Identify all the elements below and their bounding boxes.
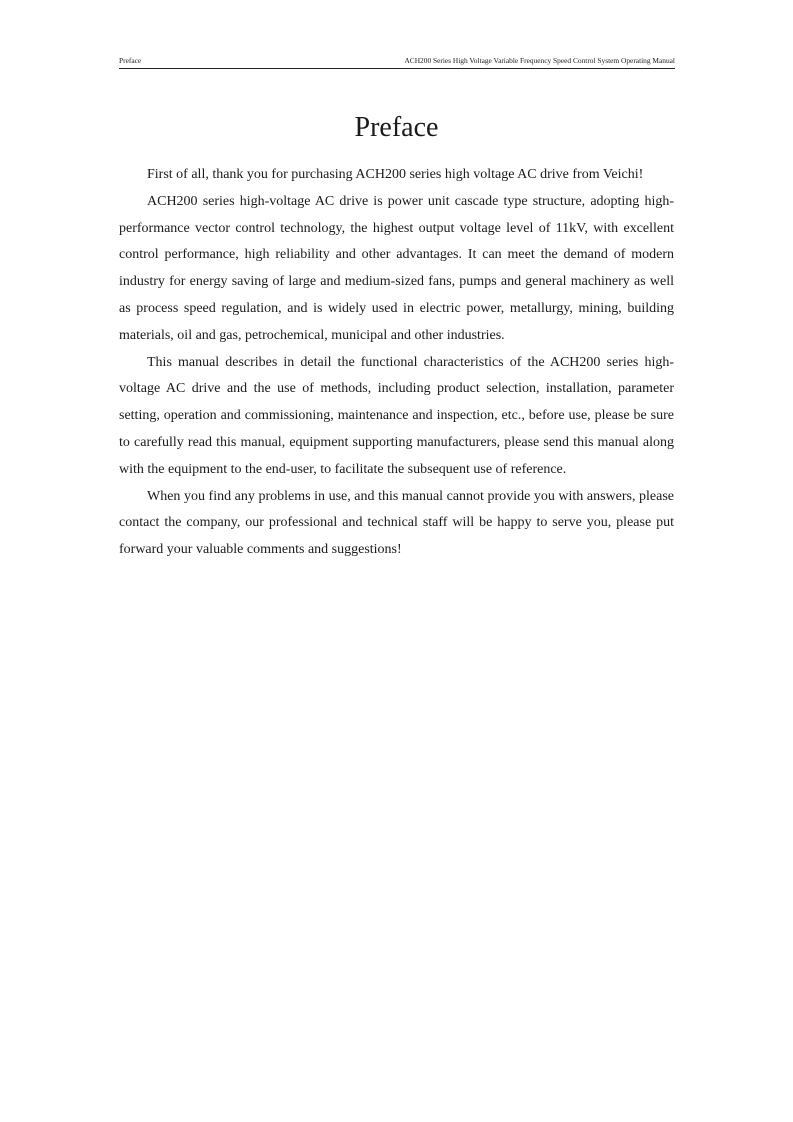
paragraph-thanks: First of all, thank you for purchasing ACH200 series high voltage AC drive from Veichi!: [147, 167, 644, 182]
header-section-label: Preface: [119, 56, 142, 65]
paragraph-contact: When you find any problems in use, and this manual cannot provide you with answers, please contact the company, our professional and technical staff will be happy to serve you, please put forward your valuable comments and suggestions!: [119, 488, 674, 558]
paragraph-manual-scope: This manual describes in detail the functional characteristics of the ACH200 series high-voltage AC drive and the use of methods, including product selection, installation, parameter setting, operation and commissioning, maintenance and inspection, etc., before use, please be sure to carefully read this manual, equipment supporting manufacturers, please send this manual along with the equipment to the end-user, to facilitate the subsequent use of reference.: [119, 354, 674, 477]
preface-body: [119, 162, 674, 564]
paragraph-product-overview: ACH200 series high-voltage AC drive is power unit cascade type structure, adopting high-performance vector control technology, the highest output voltage level of 11kV, with excellent control performance, high reliability and other advantages. It can meet the demand of modern industry for energy saving of large and medium-sized fans, pumps and general machinery as well as process speed regulation, and is widely used in electric power, metallurgy, mining, building materials, oil and gas, petrochemical, municipal and other industries.: [119, 193, 674, 343]
running-header: [119, 56, 675, 69]
page-title: Preface: [354, 112, 439, 143]
header-manual-title: ACH200 Series High Voltage Variable Frequency Speed Control System Operating Manual: [404, 56, 675, 65]
